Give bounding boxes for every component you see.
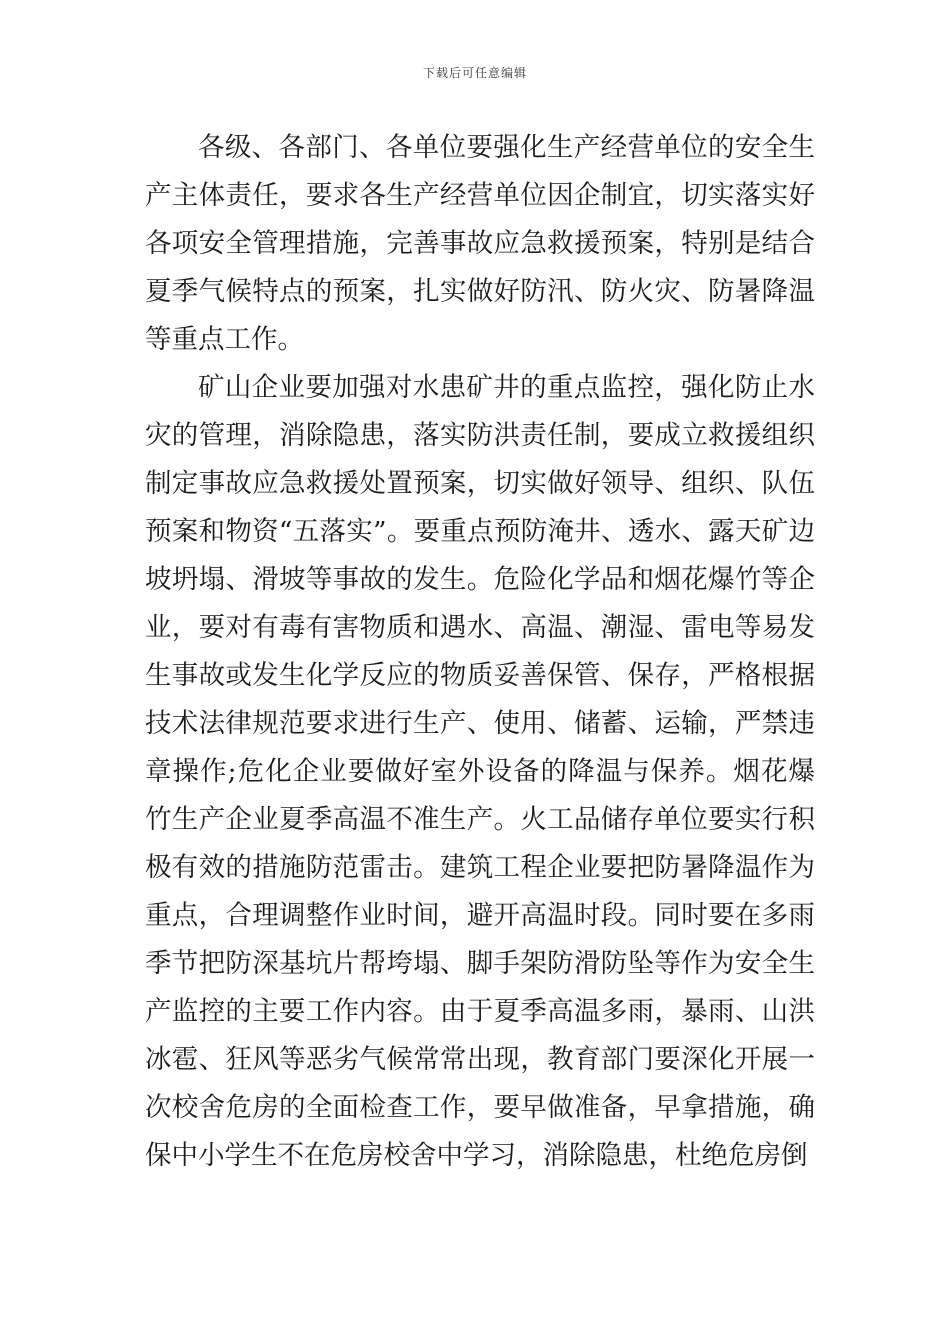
header-note: 下载后可任意编辑 [422,66,527,80]
paragraph-2: 矿山企业要加强对水患矿井的重点监控，强化防止水灾的管理，消除隐患，落实防洪责任制，要成立救援组织制定事故应急救援处置预案，切实做好领导、组织、队伍预案和物资“五落实”。要重点预防淹井、透水、露天矿边坡坍塌、滑坡等事故的发生。危险化学品和烟花爆竹等企业，要对有毒有害物质和遇水、高温、潮湿、雷电等易发生事故或发生化学反应的物质妥善保管、保存，严格根据技术法律规范要求进行生产、使用、储蓄、运输，严禁违章操作;危化企业要做好室外设备的降温与保养。烟花爆竹生产企业夏季高温不准生产。火工品储存单位要实行积极有效的措施防范雷击。建筑工程企业要把防暑降温作为重点，合理调整作业时间，避开高温时段。同时要在多雨季节把防深基坑片帮垮塌、脚手架防滑防坠等作为安全生产监控的主要工作内容。由于夏季高温多雨，暴雨、山洪冰雹、狂风等恶劣气候常常出现，教育部门要深化开展一次校舍危房的全面检查工作，要早做准备，早拿措施，确保中小学生不在危房校舍中学习，消除隐患，杜绝危房倒 [145,372,815,1171]
paragraph-1: 各级、各部门、各单位要强化生产经营单位的安全生产主体责任，要求各生产经营单位因企制宜，切实落实好各项安全管理措施，完善事故应急救援预案，特别是结合夏季气候特点的预案，扎实做好防汛、防火灾、防暑降温等重点工作。 [145,132,815,355]
document-body [145,124,815,1180]
